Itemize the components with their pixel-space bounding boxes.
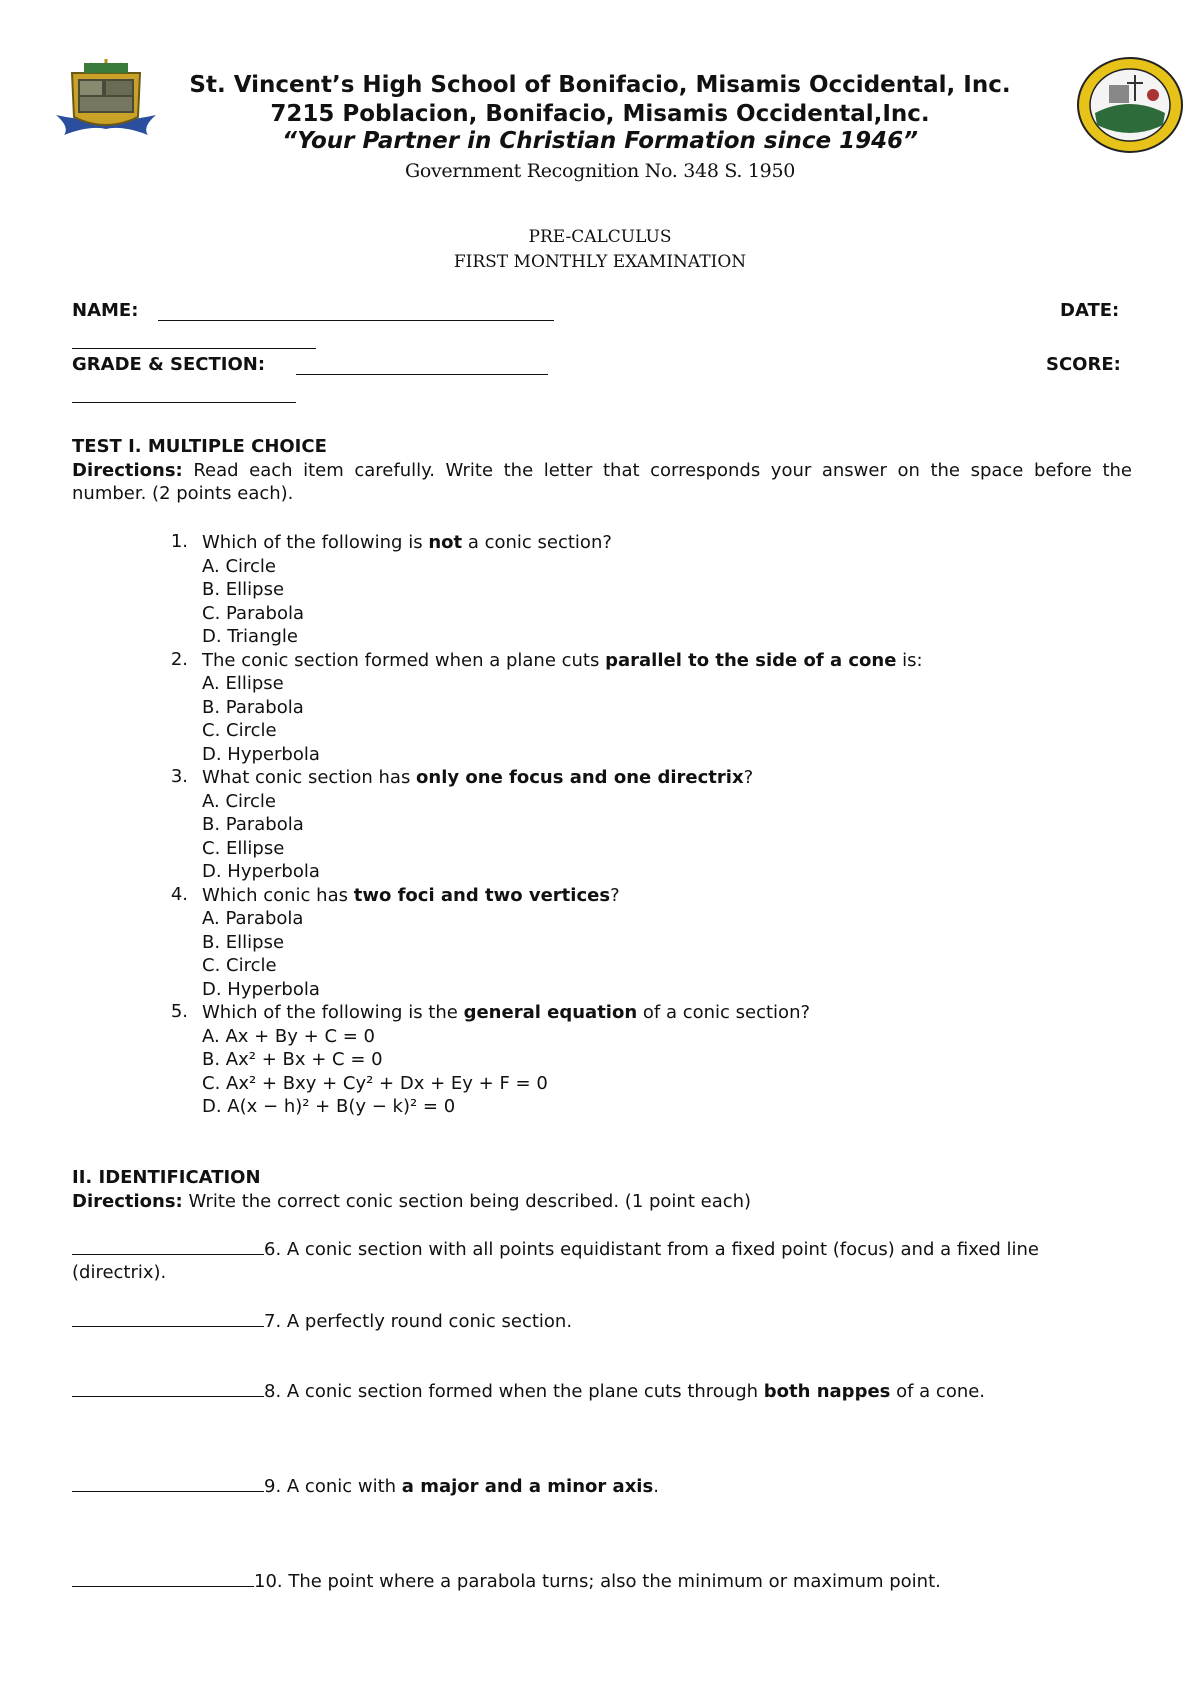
answer-blank[interactable] xyxy=(72,1473,264,1492)
answer-option: A. Ellipse xyxy=(202,673,284,694)
question-item xyxy=(72,649,1132,767)
school-address: 7215 Poblacion, Bonifacio, Misamis Occidental,Inc. xyxy=(270,101,930,127)
identification-item: 8. A conic section formed when the plane cuts through both nappes of a cone. xyxy=(72,1378,1132,1403)
answer-option: C. Parabola xyxy=(202,602,304,624)
question-item xyxy=(72,884,1132,1002)
answer-option: A. Circle xyxy=(202,555,276,577)
answer-option: C. Ax² + Bxy + Cy² + Dx + Ey + F = 0 xyxy=(202,1072,548,1094)
grade-section-field[interactable] xyxy=(296,374,548,375)
directions-label: Directions: xyxy=(72,1191,183,1212)
directions-text: Read each item carefully. Write the letter that corresponds your answer on the space before the number. (2 points each). xyxy=(72,460,1132,504)
directions-text: Write the correct conic section being described. (1 point each) xyxy=(182,1191,752,1212)
question-text: Which of the following is the general equation of a conic section? xyxy=(202,1002,811,1023)
identification-item: 6. A conic section with all points equidistant from a fixed point (focus) and a fixed line (directrix). xyxy=(72,1236,1132,1284)
question-text: The conic section formed when a plane cuts parallel to the side of a cone is: xyxy=(202,649,923,671)
question-number: 1. xyxy=(170,531,188,552)
answer-option: B. Ax² + Bx + C = 0 xyxy=(202,1049,383,1070)
answer-blank[interactable] xyxy=(72,1378,264,1397)
school-motto: “Your Partner in Christian Formation since 1946” xyxy=(282,128,918,154)
answer-option: D. Hyperbola xyxy=(202,861,320,882)
name-label: NAME: xyxy=(72,300,139,321)
answer-option: D. Triangle xyxy=(202,626,298,647)
test1-title: TEST I. MULTIPLE CHOICE xyxy=(72,436,327,457)
question-number: 2. xyxy=(170,648,188,670)
question-number: 3. xyxy=(170,766,188,787)
score-label: SCORE: xyxy=(1046,354,1121,375)
date-field[interactable] xyxy=(72,348,316,349)
government-recognition: Government Recognition No. 348 S. 1950 xyxy=(404,160,796,182)
answer-option: C. Ellipse xyxy=(202,837,285,859)
answer-option: A. Ax + By + C = 0 xyxy=(202,1025,376,1047)
question-number: 5. xyxy=(170,1001,188,1022)
question-text: Which conic has two foci and two vertices? xyxy=(202,884,620,906)
grade-section-label: GRADE & SECTION: xyxy=(72,354,266,375)
answer-blank[interactable] xyxy=(72,1236,264,1255)
exam-subject: PRE-CALCULUS xyxy=(528,227,672,247)
identification-item: 10. The point where a parabola turns; also the minimum or maximum point. xyxy=(72,1568,1132,1593)
answer-option: A. Circle xyxy=(202,790,276,812)
answer-option: A. Parabola xyxy=(202,908,304,929)
test2-directions xyxy=(72,1190,1132,1213)
answer-option: B. Parabola xyxy=(202,814,304,835)
test1-directions xyxy=(72,459,1132,505)
identification-item: 9. A conic with a major and a minor axis. xyxy=(72,1473,1132,1498)
question-text: What conic section has only one focus and one directrix? xyxy=(202,767,754,788)
question-item xyxy=(72,1001,1132,1119)
question-item xyxy=(72,766,1132,884)
date-label: DATE: xyxy=(1060,300,1120,321)
answer-option: D. A(x − h)² + B(y − k)² = 0 xyxy=(202,1096,456,1117)
answer-option: C. Circle xyxy=(202,955,277,976)
question-number: 4. xyxy=(170,883,188,905)
answer-option: C. Circle xyxy=(202,720,277,741)
answer-option: D. Hyperbola xyxy=(202,978,320,1000)
answer-blank[interactable] xyxy=(72,1568,254,1587)
answer-option: B. Ellipse xyxy=(202,931,285,953)
score-field[interactable] xyxy=(72,402,296,403)
question-item xyxy=(72,531,1132,649)
answer-option: D. Hyperbola xyxy=(202,743,320,765)
identification-item: 7. A perfectly round conic section. xyxy=(72,1308,1132,1333)
answer-blank[interactable] xyxy=(72,1308,264,1327)
directions-label: Directions: xyxy=(72,460,183,481)
question-text: Which of the following is not a conic section? xyxy=(202,532,612,553)
exam-title: FIRST MONTHLY EXAMINATION xyxy=(453,252,747,272)
answer-option: B. Parabola xyxy=(202,696,304,718)
test2-title: II. IDENTIFICATION xyxy=(72,1167,261,1188)
name-field[interactable] xyxy=(158,320,554,321)
school-name: St. Vincent’s High School of Bonifacio, Misamis Occidental, Inc. xyxy=(189,72,1011,98)
multiple-choice-list xyxy=(72,531,1132,1119)
answer-option: B. Ellipse xyxy=(202,579,285,600)
